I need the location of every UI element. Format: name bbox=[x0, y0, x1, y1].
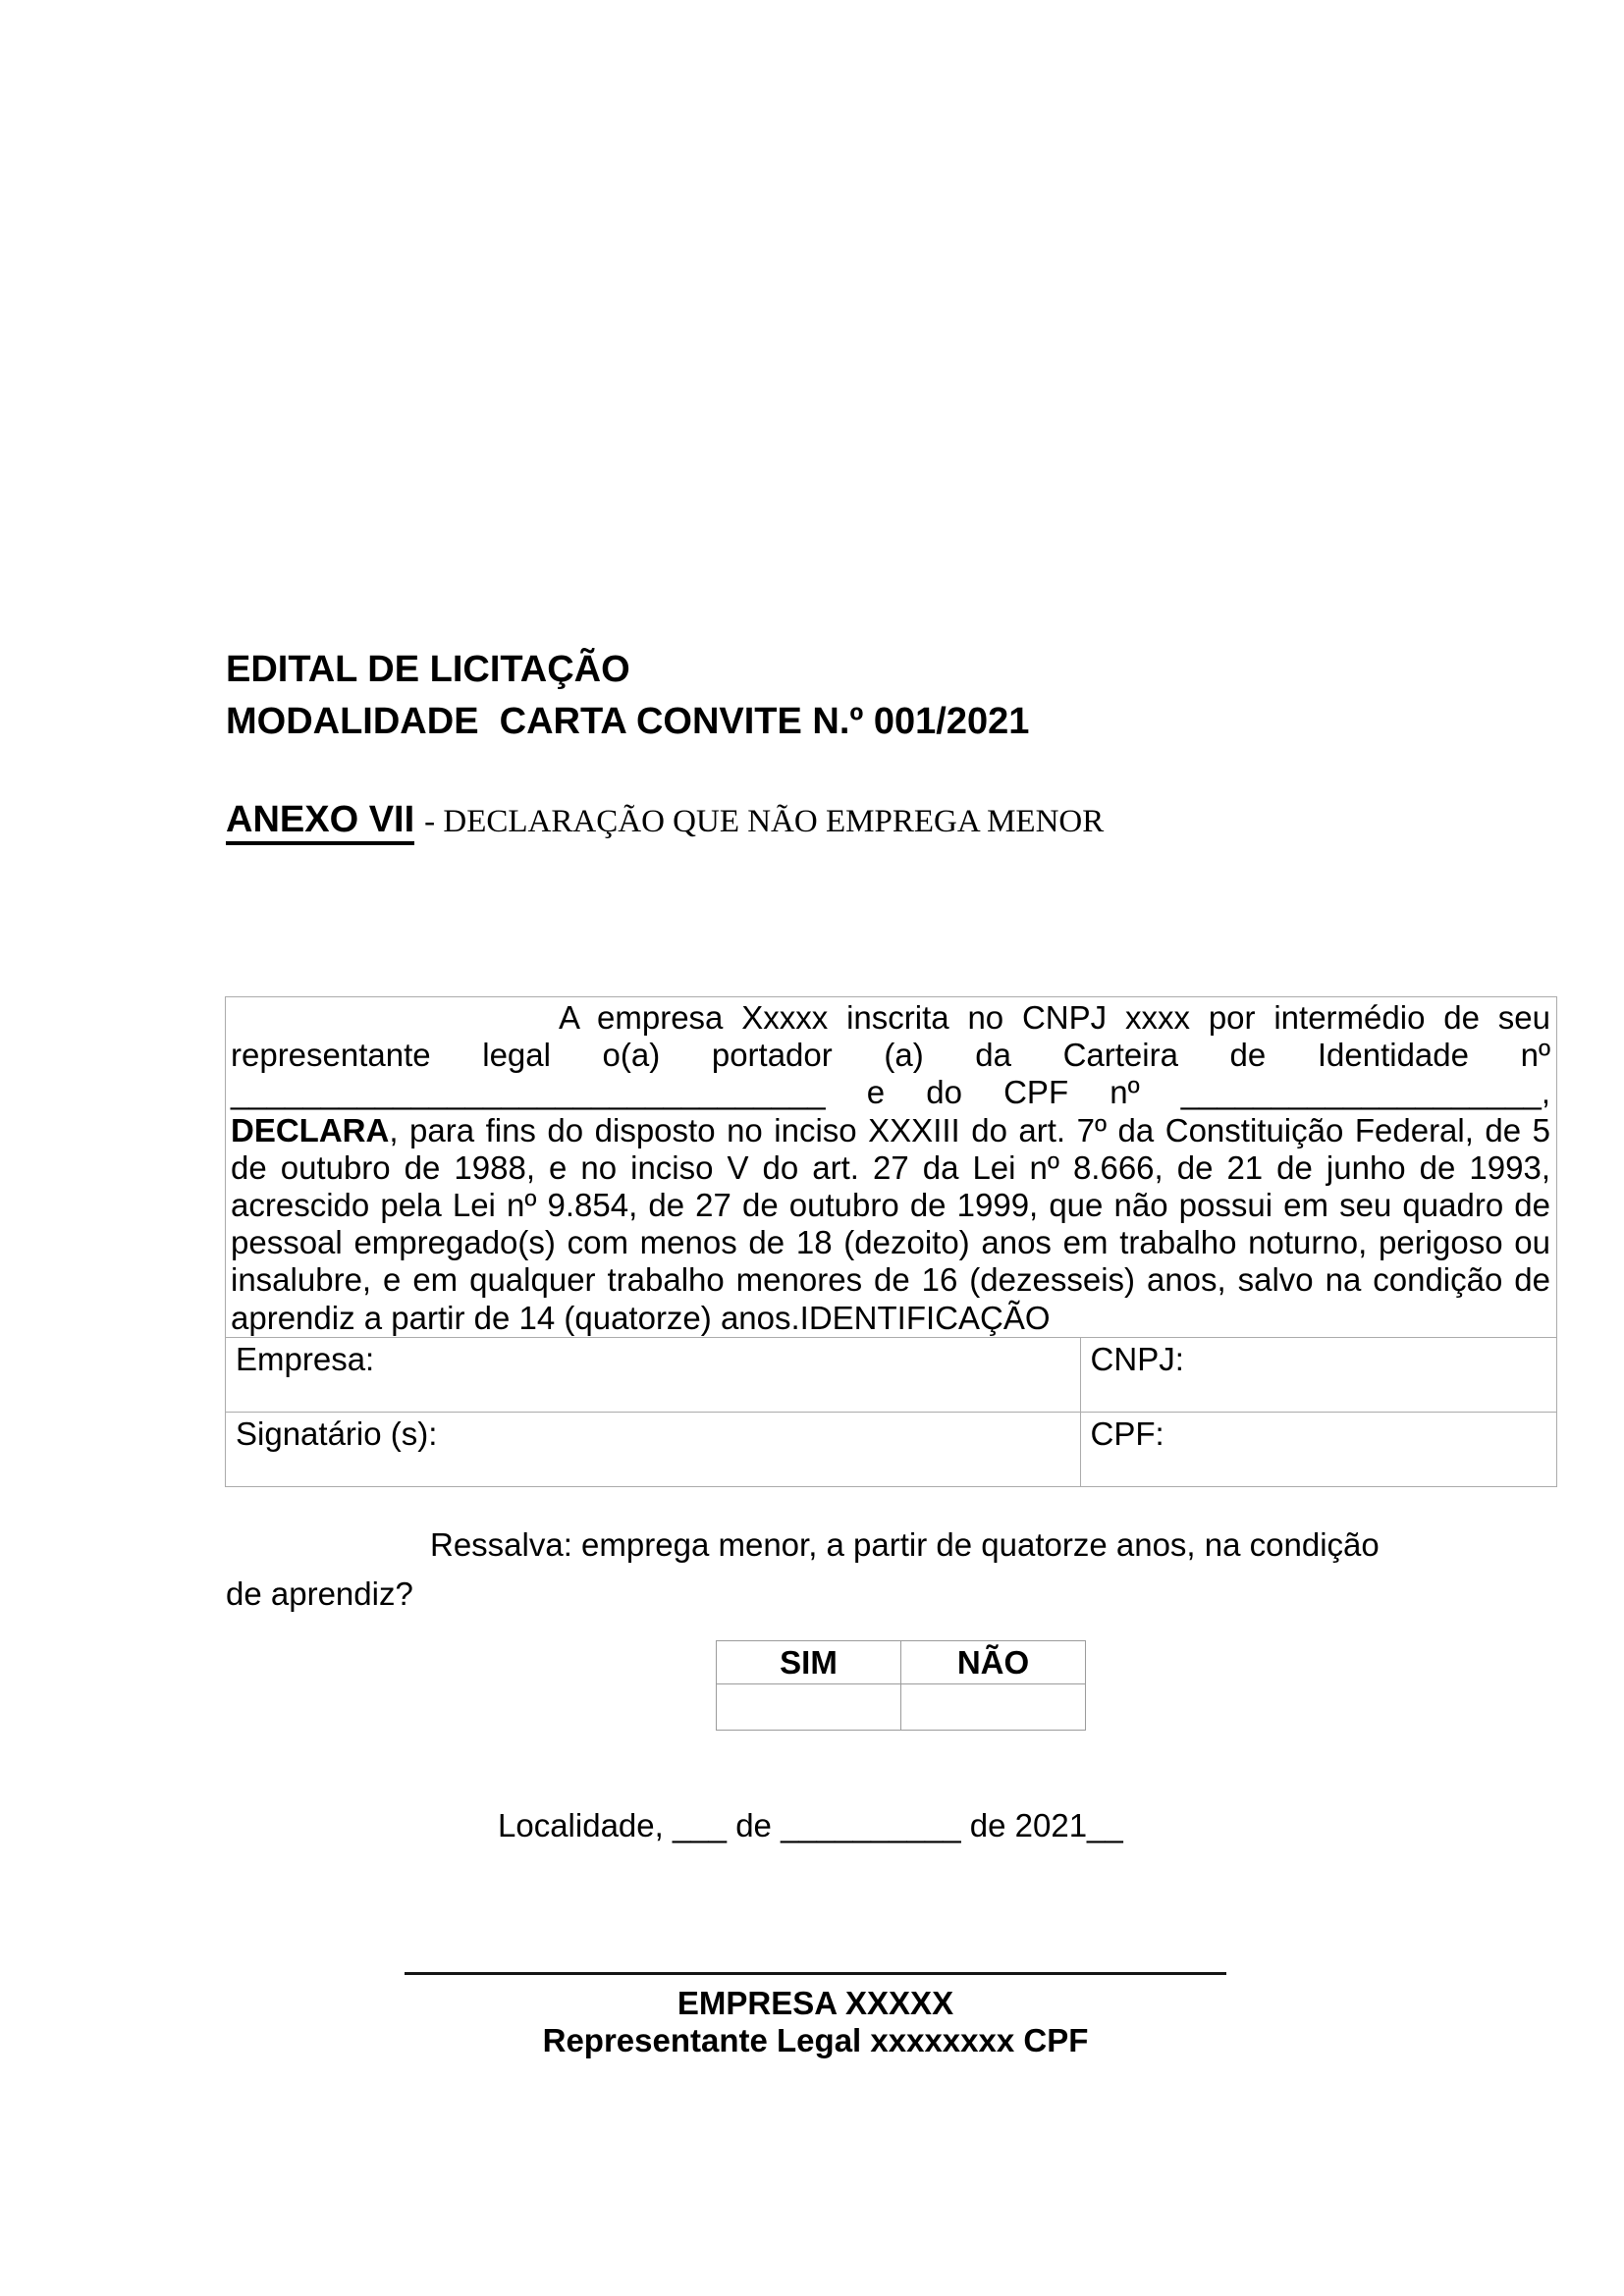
anexo-label: ANEXO VII bbox=[226, 799, 414, 845]
declaration-line: acrescido pela Lei nº 9.854, de 27 de outubro de 1999, que não possui em seu quadro de bbox=[231, 1187, 1550, 1224]
declaration-table bbox=[225, 996, 1557, 1487]
sim-nao-header-row bbox=[717, 1641, 1086, 1684]
identification-row-empresa bbox=[226, 1337, 1557, 1412]
ressalva-line-2: de aprendiz? bbox=[226, 1575, 413, 1612]
ressalva-question bbox=[226, 1521, 1558, 1619]
declara-bold: DECLARA bbox=[231, 1111, 390, 1148]
sim-header-cell: SIM bbox=[717, 1641, 901, 1684]
declaration-line: insalubre, e em qualquer trabalho menores de 16 (dezesseis) anos, salvo na condição de bbox=[231, 1261, 1550, 1299]
localidade-line: Localidade, ___ de __________ de 2021__ bbox=[498, 1807, 1123, 1843]
sim-answer-cell[interactable] bbox=[717, 1684, 901, 1731]
title-line-2: MODALIDADE CARTA CONVITE N.º 001/2021 bbox=[226, 701, 1030, 742]
declaration-line: pessoal empregado(s) com menos de 18 (dezoito) anos em trabalho noturno, perigoso ou bbox=[231, 1224, 1550, 1261]
declaration-line: representante legal o(a) portador (a) da Carteira de Identidade nº bbox=[231, 1037, 1550, 1074]
sim-nao-table bbox=[716, 1640, 1086, 1731]
ressalva-line-1: Ressalva: emprega menor, a partir de quatorze anos, na condição bbox=[430, 1526, 1380, 1563]
declaration-row bbox=[226, 997, 1557, 1338]
declaration-line: DECLARA, para fins do disposto no inciso XXXIII do art. 7º da Constituição Federal, de 5 bbox=[231, 1111, 1550, 1148]
declaration-line: de outubro de 1988, e no inciso V do art. 27 da Lei nº 8.666, de 21 de junho de 1993, bbox=[231, 1148, 1550, 1186]
signature-company: EMPRESA XXXXX bbox=[677, 1985, 954, 2021]
declaration-cell bbox=[226, 997, 1557, 1338]
signature-representative: Representante Legal xxxxxxxx CPF bbox=[542, 2022, 1089, 2058]
sim-nao-answer-row bbox=[717, 1684, 1086, 1731]
anexo-subtitle: - DECLARAÇÃO QUE NÃO EMPREGA MENOR bbox=[424, 804, 1105, 839]
declaration-line: _________________________________ e do CPF nº ____________________, bbox=[231, 1074, 1550, 1111]
identification-row-signatario bbox=[226, 1412, 1557, 1486]
title-line-1: EDITAL DE LICITAÇÃO bbox=[226, 649, 630, 690]
cpf-field-cell[interactable]: CPF: bbox=[1080, 1412, 1556, 1486]
declaration-line: aprendiz a partir de 14 (quatorze) anos.IDENTIFICAÇÃO bbox=[231, 1299, 1051, 1336]
nao-answer-cell[interactable] bbox=[901, 1684, 1086, 1731]
nao-header-cell: NÃO bbox=[901, 1641, 1086, 1684]
signatario-field-cell[interactable]: Signatário (s): bbox=[226, 1412, 1081, 1486]
document-title bbox=[226, 644, 1029, 748]
anexo-heading bbox=[226, 799, 1104, 841]
signature-block bbox=[405, 1972, 1226, 2059]
declaration-line: A empresa Xxxxx inscrita no CNPJ xxxx por intermédio de seu bbox=[559, 999, 1550, 1036]
cnpj-field-cell[interactable]: CNPJ: bbox=[1080, 1337, 1556, 1412]
empresa-field-cell[interactable]: Empresa: bbox=[226, 1337, 1081, 1412]
